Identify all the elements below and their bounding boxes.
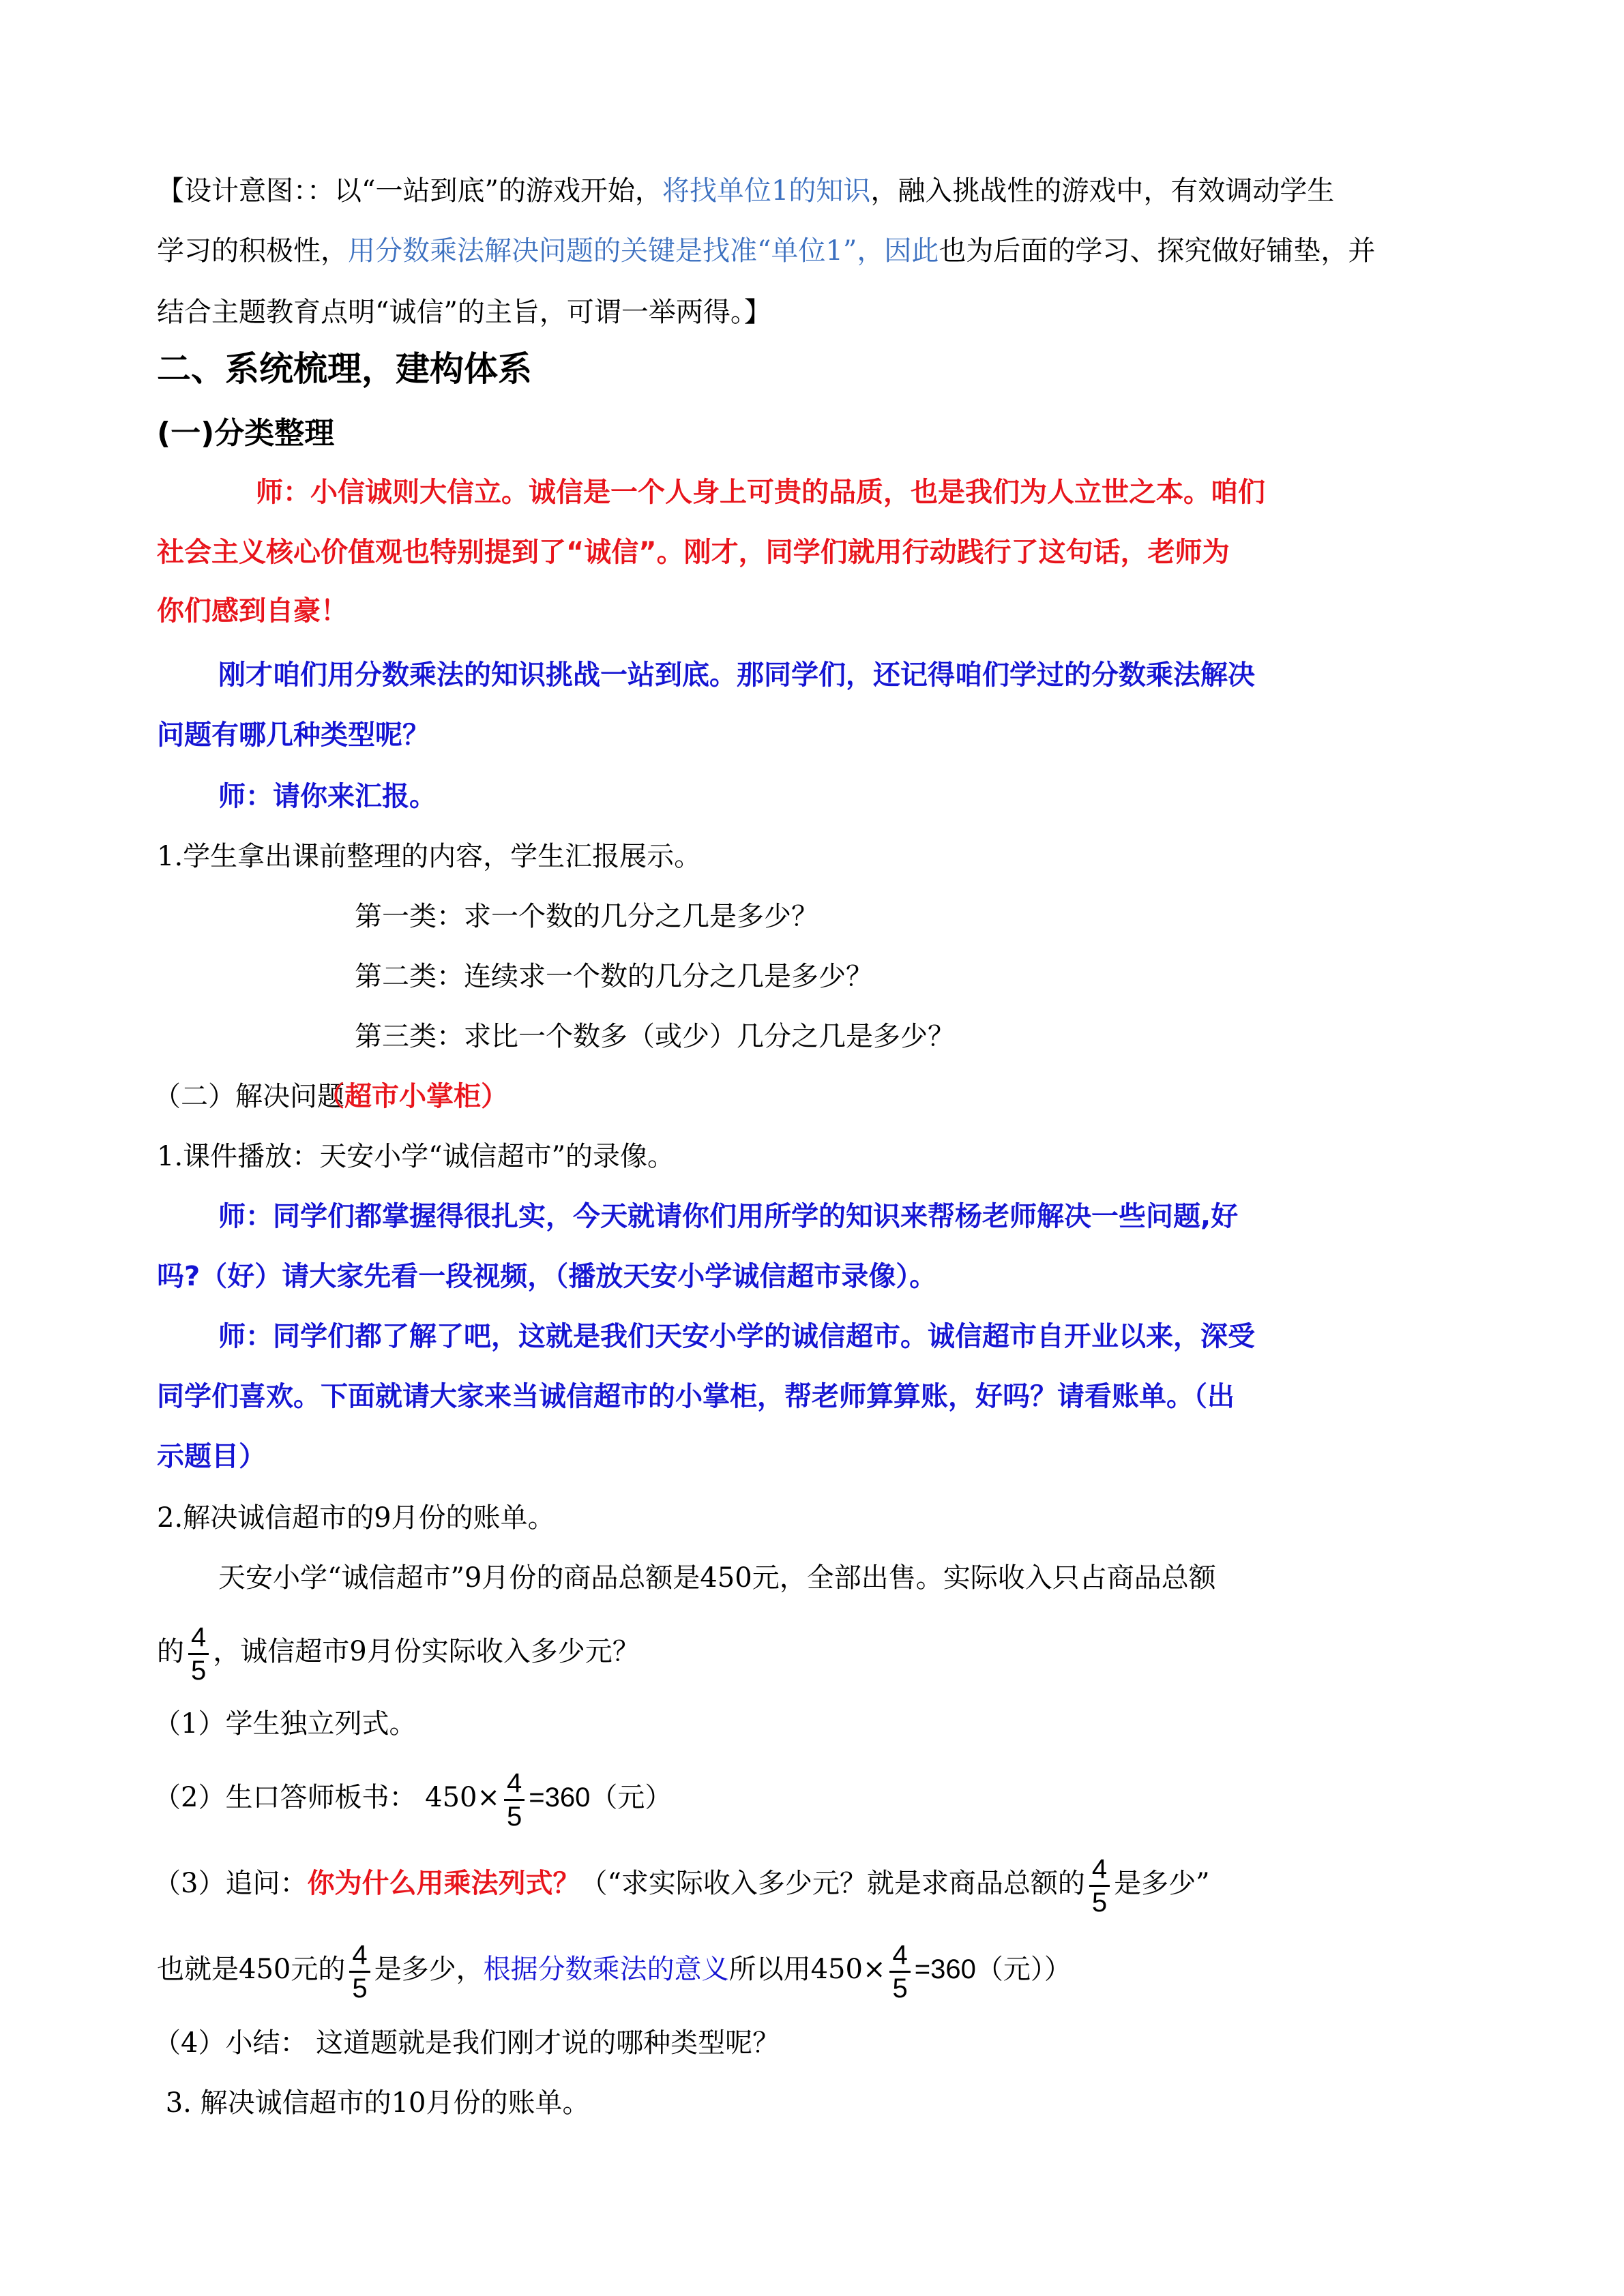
type-1: 第一类：求一个数的几分之几是多少？ [355,901,818,932]
problem-line-1: 天安小学“诚信超市”9月份的商品总额是450元，全部出售。实际收入只占商品总额 [218,1562,1216,1594]
teacher-speech-blue-5: 吗?（好）请大家先看一段视频，（播放天安小学诚信超市录像）。 [157,1261,937,1292]
design-intent-line-2: 学习的积极性，用分数乘法解决问题的关键是找准“单位1”，因此也为后面的学习、探究做好铺垫，并 [157,235,1376,267]
video-step: 1.课件播放：天安小学“诚信超市”的录像。 [157,1141,675,1172]
teacher-speech-red-1: 师：小信诚则大信立。诚信是一个人身上可贵的品质，也是我们为人立世之本。咱们 [256,477,1265,508]
teacher-speech-blue-6: 师：同学们都了解了吧，这就是我们天安小学的诚信超市。诚信超市自开业以来，深受 [218,1321,1255,1352]
teacher-speech-red-3: 你们感到自豪！ [157,595,348,627]
substep-1: （1）学生独立列式。 [153,1708,417,1740]
type-2: 第二类：连续求一个数的几分之几是多少？ [355,961,873,992]
teacher-speech-red-2: 社会主义核心价值观也特别提到了“诚信”。刚才，同学们就用行动践行了这句话，老师为 [157,537,1230,568]
substep-2: （2）生口答师板书： 450× $\frac{4}{5}$ =360（元） [153,1768,673,1832]
fraction: $\frac{4}{5}$ [889,1939,910,2004]
fraction: $\frac{4}{5}$ [349,1939,370,2004]
step-2: 2.解决诚信超市的9月份的账单。 [157,1502,555,1534]
design-intent-line-1: 【设计意图：：以“一站到底”的游戏开始，将找单位1的知识，融入挑战性的游戏中，有效调动学生 [157,175,1335,207]
fraction: $\frac{4}{5}$ [188,1622,209,1686]
type-3: 第三类：求比一个数多（或少）几分之几是多少？ [355,1021,955,1052]
subsection-1-title: (一)分类整理 [157,416,335,451]
substep-4: （4）小结： 这道题就是我们刚才说的哪种类型呢？ [153,2027,780,2059]
problem-line-2: 的 $\frac{4}{5}$ ，诚信超市9月份实际收入多少元？ [157,1622,640,1686]
teacher-speech-blue-3: 师：请你来汇报。 [218,781,437,812]
teacher-speech-blue-8: 示题目） [157,1441,266,1472]
fraction: $\frac{4}{5}$ [504,1768,525,1832]
teacher-speech-blue-2: 问题有哪几种类型呢？ [157,719,430,751]
teacher-speech-blue-1: 刚才咱们用分数乘法的知识挑战一站到底。那同学们，还记得咱们学过的分数乘法解决 [218,659,1255,691]
subsection-2-title: （二）解决问题（超市小掌柜） [153,1081,508,1112]
design-intent-line-3: 结合主题教育点明“诚信”的主旨，可谓一举两得。】 [157,297,771,328]
fraction: $\frac{4}{5}$ [1089,1853,1110,1918]
section-2-title: 二、系统梳理，建构体系 [157,349,532,389]
teacher-speech-blue-4: 师：同学们都掌握得很扎实，今天就请你们用所学的知识来帮杨老师解决一些问题,好 [218,1201,1239,1232]
substep-3-continued: 也就是450元的 $\frac{4}{5}$ 是多少，根据分数乘法的意义所以用450× $\frac{4}{5}$ =360（元）） [157,1939,1072,2003]
step-1: 1.学生拿出课前整理的内容，学生汇报展示。 [157,841,702,872]
teacher-speech-blue-7: 同学们喜欢。下面就请大家来当诚信超市的小掌柜，帮老师算算账，好吗？请看账单。（出 [157,1381,1235,1412]
step-3: 3. 解决诚信超市的10月份的账单。 [157,2087,590,2119]
substep-3: （3）追问：你为什么用乘法列式？（“求实际收入多少元？就是求商品总额的 $\frac{4}{5}$ 是多少” [153,1853,1210,1918]
